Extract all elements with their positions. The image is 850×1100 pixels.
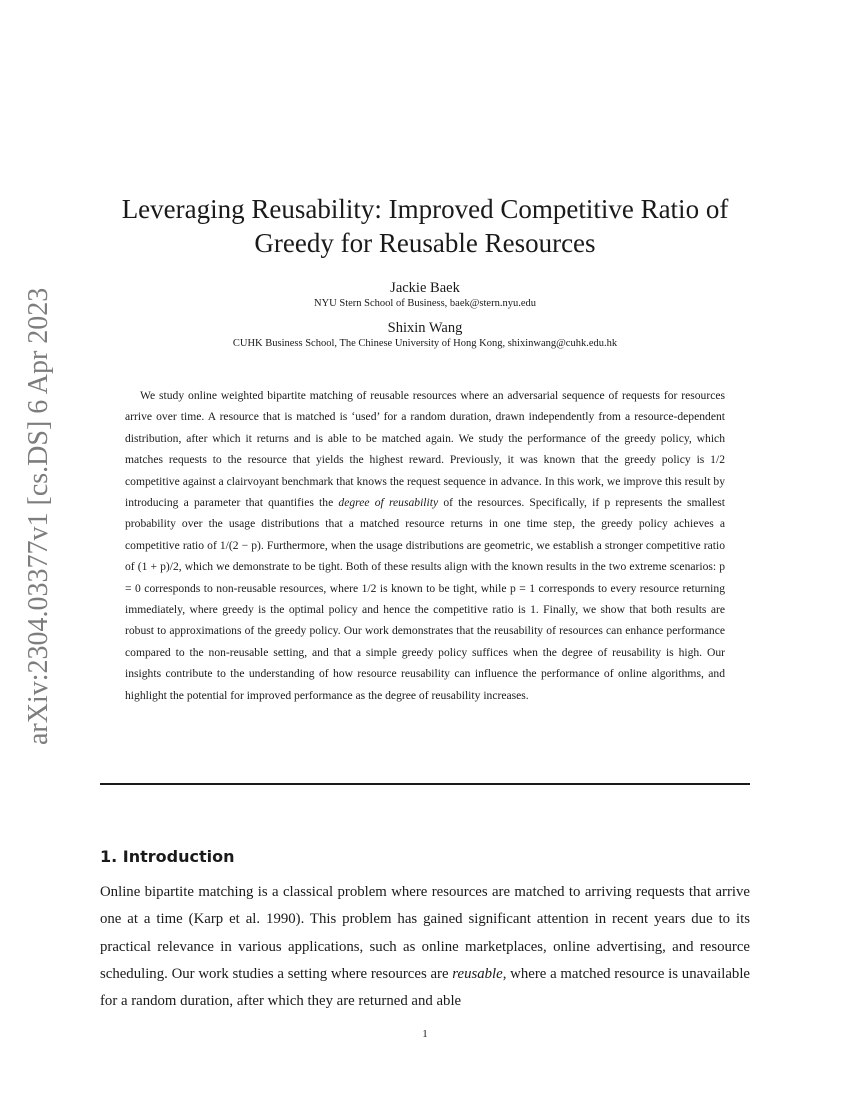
- abstract: [125, 385, 725, 706]
- author-affiliation: CUHK Business School, The Chinese University of Hong Kong, shixinwang@cuhk.edu.hk: [232, 338, 618, 349]
- abstract-emphasis: degree of reusability: [338, 496, 439, 510]
- body-text: , where a matched resource is unavailable for a random duration, after which they are returned and able: [100, 965, 750, 1010]
- body-text: Online bipartite matching is a classical problem where resources are matched to arriving requests that arrive one at a time (Karp et al. 1990). This problem has gained significant attention in recent years due to its practical relevance in various applications, such as online marketplaces, online advertising, and resource scheduling. Our work studies a setting where resources are: [100, 884, 750, 982]
- section-body: [100, 879, 750, 1015]
- paper-title: Leveraging Reusability: Improved Competitive Ratio of Greedy for Reusable Resources: [121, 194, 729, 258]
- author-name: Shixin Wang: [387, 320, 463, 336]
- body-emphasis: reusable: [452, 965, 503, 982]
- author-name: Jackie Baek: [390, 280, 460, 296]
- arxiv-identifier-stamp: [14, 275, 64, 745]
- arxiv-identifier-text: arXiv:2304.03377v1 [cs.DS] 6 Apr 2023: [23, 287, 54, 745]
- page-number: 1: [422, 1028, 428, 1040]
- author-block-2: [100, 319, 750, 351]
- abstract-divider: [100, 783, 750, 785]
- section-heading: 1. Introduction: [100, 847, 235, 866]
- abstract-text: We study online weighted bipartite matching of reusable resources where an adversarial sequence of requests for resources arrive over time. A resource that is matched is ‘used’ for a random duration, drawn independently from a resource-dependent distribution, after which it returns and is able to be matched again. We study the performance of the greedy policy, which matches requests to the resource that yields the highest reward. Previously, it was known that the greedy policy is 1/2 competitive against a clairvoyant benchmark that knows the request sequence in advance. In this work, we improve this result by introducing a parameter that quantifies the: [125, 389, 725, 510]
- author-block-1: [100, 279, 750, 311]
- abstract-text: of the resources. Specifically, if p represents the smallest probability over the usage distributions that a matched resource returns in one time step, the greedy policy achieves a competitive ratio of 1/(2 − p). Furthermore, when the usage distributions are geometric, we establish a stronger competitive ratio of (1 + p)/2, which we demonstrate to be tight. Both of these results align with the known results in the two extreme scenarios: p = 0 corresponds to non-reusable resources, where 1/2 is known to be tight, while p = 1 corresponds to every resource returning immediately, where greedy is the optimal policy and hence the competitive ratio is 1. Finally, we show that both results are robust to approximations of the greedy policy. Our work demonstrates that the reusability of resources can enhance performance compared to the non-reusable setting, and that a simple greedy policy suffices when the degree of reusability is high. Our insights contribute to the understanding of how resource reusability can influence the performance of online algorithms, and highlight the potential for improved performance as the degree of reusability increases.: [125, 496, 725, 702]
- author-affiliation: NYU Stern School of Business, baek@stern.nyu.edu: [314, 298, 536, 309]
